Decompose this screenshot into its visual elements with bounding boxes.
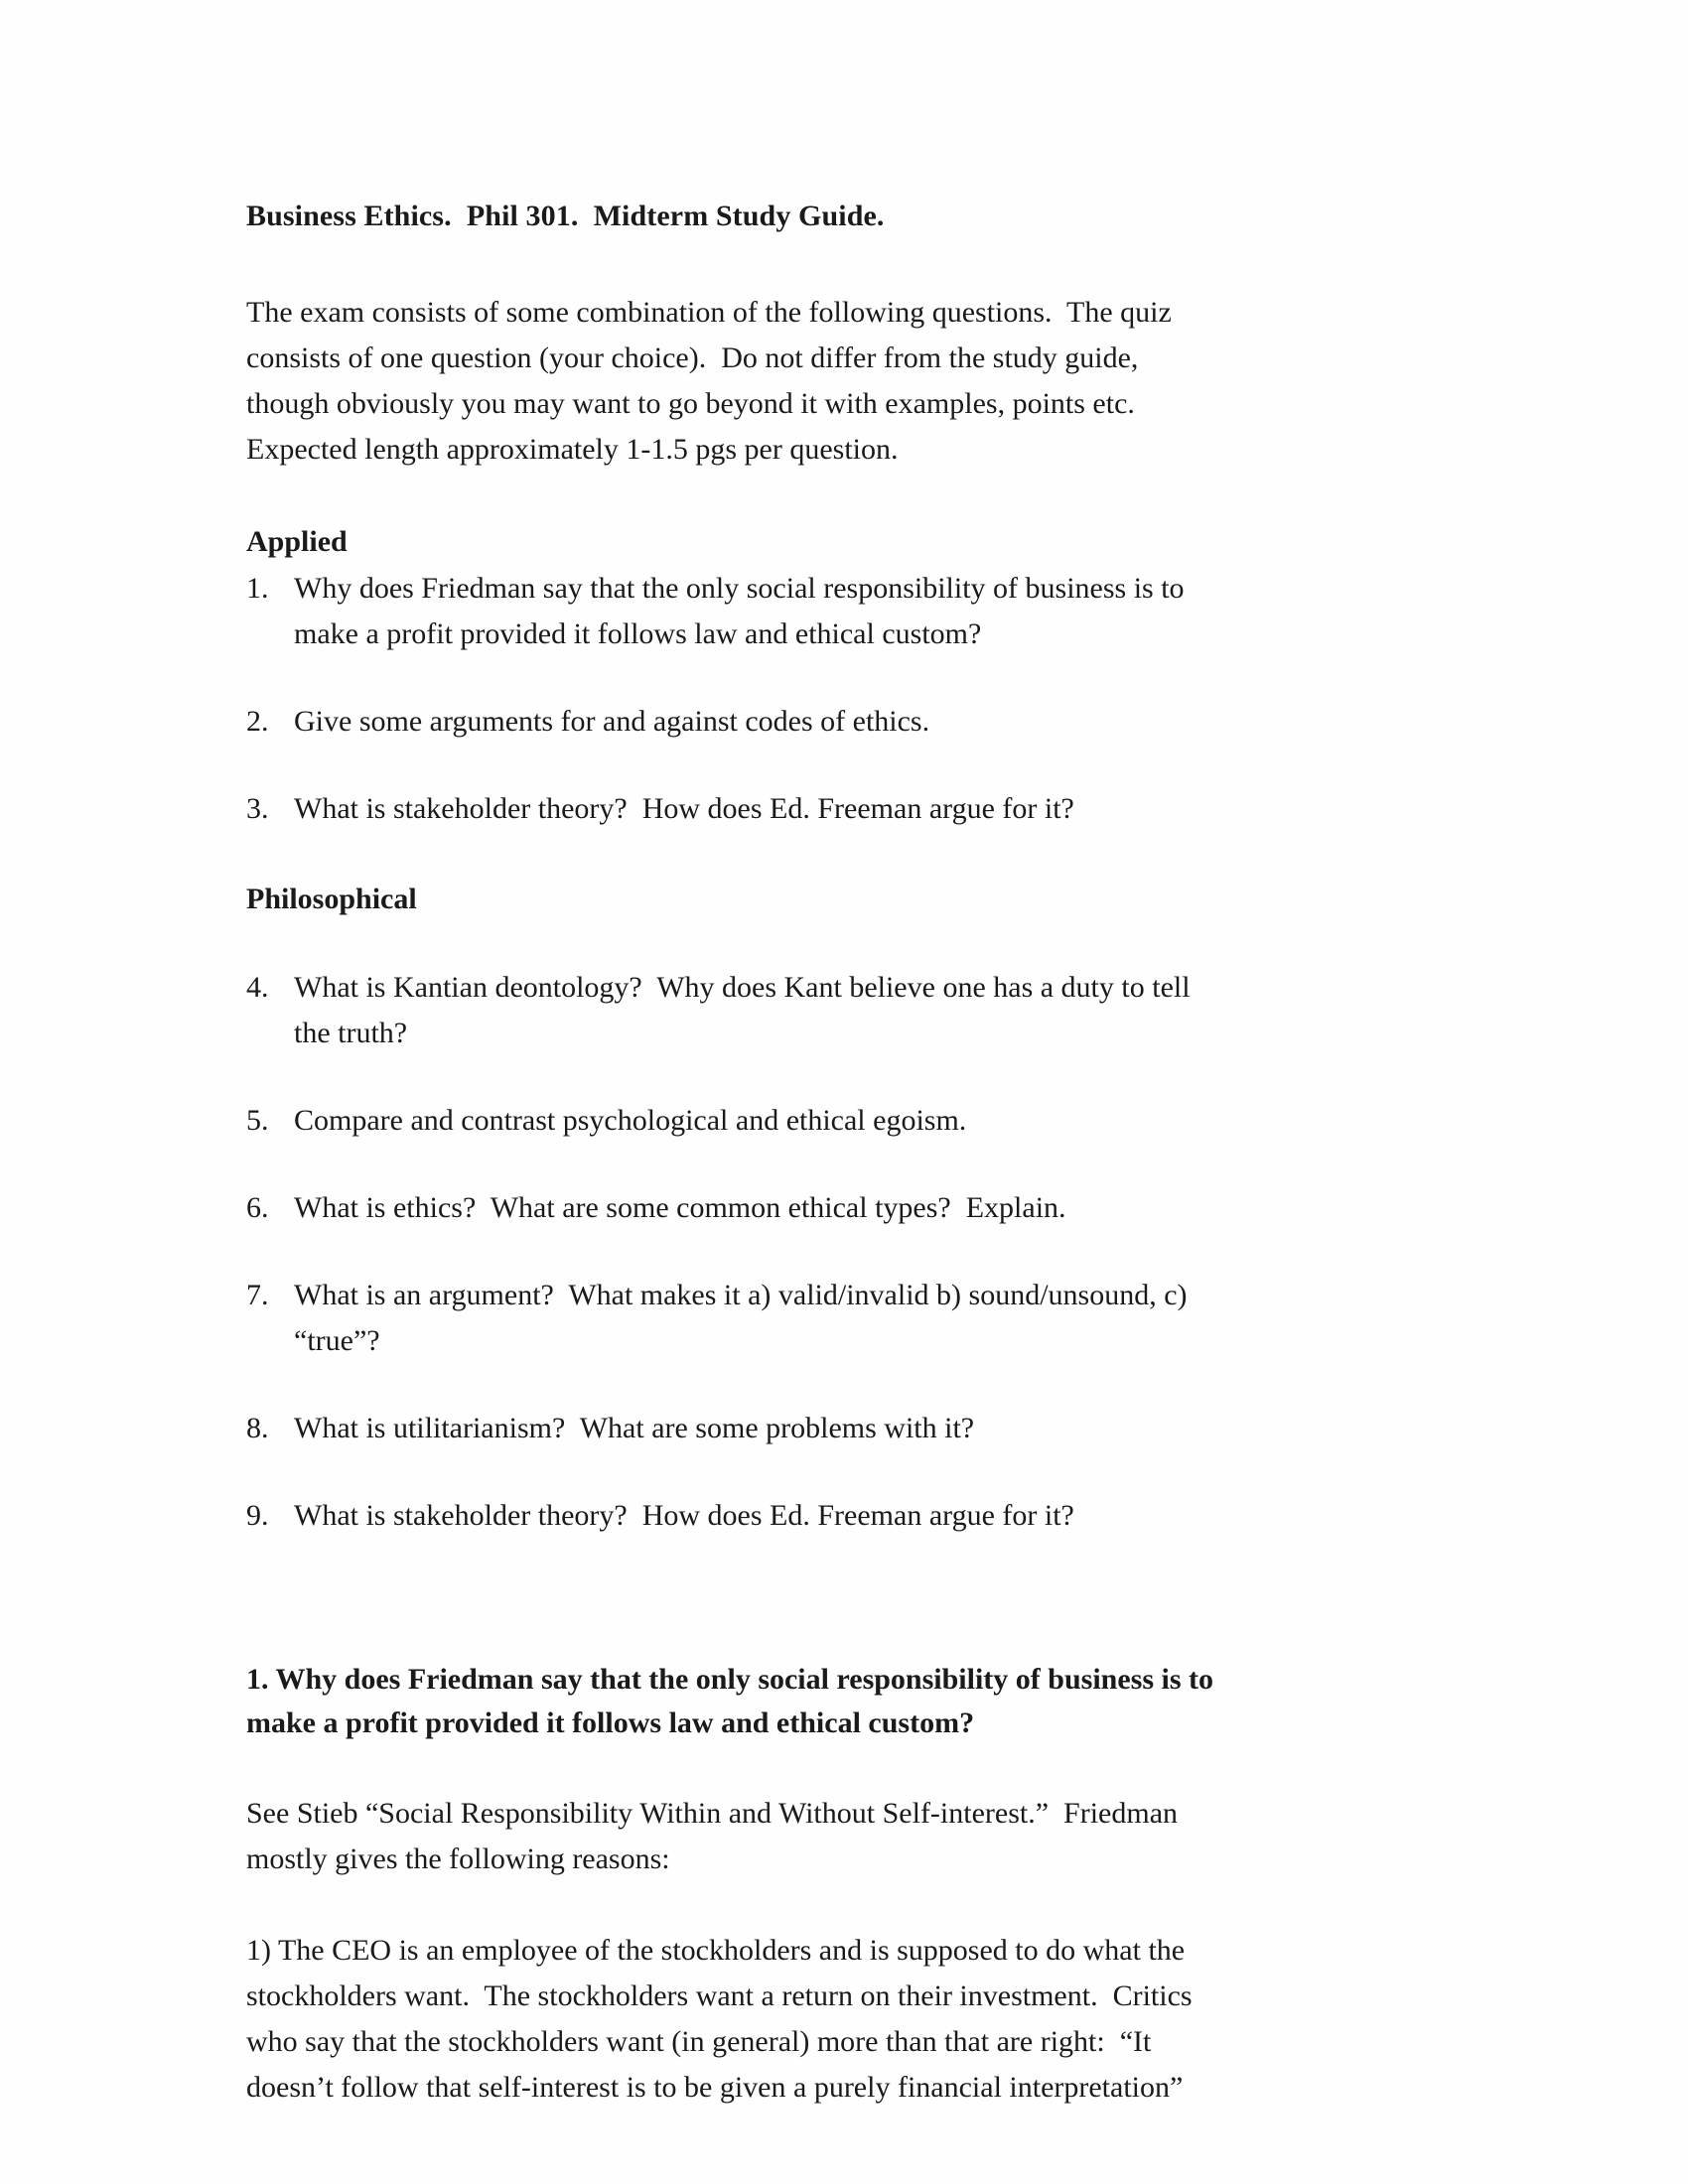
question-line: Compare and contrast psychological and ethical egoism. [294,1104,967,1137]
source-line: mostly gives the following reasons: [246,1843,670,1875]
question-text [294,1273,1390,1364]
question-line: Give some arguments for and against codes of ethics. [294,705,930,738]
intro-paragraph [246,290,1378,473]
question-line: Why does Friedman say that the only social responsibility of business is to [294,572,1185,605]
intro-line-1: The exam consists of some combination of the following questions. The quiz [246,296,1172,329]
applied-question-list [246,566,1390,832]
reason-line: 1) The CEO is an employee of the stockholders and is supposed to do what the [246,1934,1186,1967]
question-number: 7. [246,1279,269,1311]
source-reference-paragraph [246,1791,1390,1882]
question-line: What is Kantian deontology? Why does Kant believe one has a duty to tell [294,971,1191,1004]
intro-line-4: Expected length approximately 1-1.5 pgs per question. [246,433,899,466]
question-number: 1. [246,572,269,605]
question-text [294,786,1390,832]
list-item [246,1185,1390,1231]
list-item [246,786,1390,832]
list-item [246,699,1390,745]
list-item [246,1493,1390,1539]
question-number: 3. [246,792,269,825]
source-line: See Stieb “Social Responsibility Within and Without Self-interest.” Friedman [246,1797,1179,1830]
question-text [294,965,1390,1056]
question-number: 4. [246,971,269,1004]
question-text [294,1493,1390,1539]
section-spacer [246,1539,1390,1658]
reason-line: doesn’t follow that self-interest is to be given a purely financial interpretation” [246,2071,1184,2104]
list-item [246,1406,1390,1451]
intro-line-3: though obviously you may want to go beyond it with examples, points etc. [246,387,1135,420]
list-item [246,566,1390,657]
list-item [246,965,1390,1056]
answer-heading-line: 1. Why does Friedman say that the only social responsibility of business is to [246,1663,1214,1696]
question-line: “true”? [294,1324,380,1357]
question-line: What is stakeholder theory? How does Ed. Freeman argue for it? [294,792,1074,825]
page-title: Business Ethics. Phil 301. Midterm Study Guide. [246,200,885,232]
philosophical-question-list [246,965,1390,1539]
question-line: What is utilitarianism? What are some problems with it? [294,1412,975,1444]
question-text [294,1406,1390,1451]
reason-line: stockholders want. The stockholders want a return on their investment. Critics [246,1979,1193,2012]
question-number: 6. [246,1191,269,1224]
list-item [246,1273,1390,1364]
question-text [294,699,1390,745]
answer-question-heading [246,1658,1390,1745]
section-heading-philosophical: Philosophical [246,883,417,915]
question-line: make a profit provided it follows law and ethical custom? [294,617,982,650]
question-line: What is an argument? What makes it a) valid/invalid b) sound/unsound, c) [294,1279,1188,1311]
question-number: 5. [246,1104,269,1137]
question-line: What is stakeholder theory? How does Ed. Freeman argue for it? [294,1499,1074,1532]
answer-heading-line: make a profit provided it follows law and ethical custom? [246,1706,975,1739]
question-text [294,566,1390,657]
question-number: 9. [246,1499,269,1532]
reason-one-paragraph [246,1928,1390,2111]
question-line: the truth? [294,1017,408,1049]
question-text [294,1098,1390,1144]
question-number: 8. [246,1412,269,1444]
reason-line: who say that the stockholders want (in general) more than that are right: “It [246,2025,1152,2058]
question-line: What is ethics? What are some common ethical types? Explain. [294,1191,1066,1224]
section-heading-applied: Applied [246,525,348,558]
intro-line-2: consists of one question (your choice). Do not differ from the study guide, [246,341,1139,374]
question-number: 2. [246,705,269,738]
question-text [294,1185,1390,1231]
list-item [246,1098,1390,1144]
